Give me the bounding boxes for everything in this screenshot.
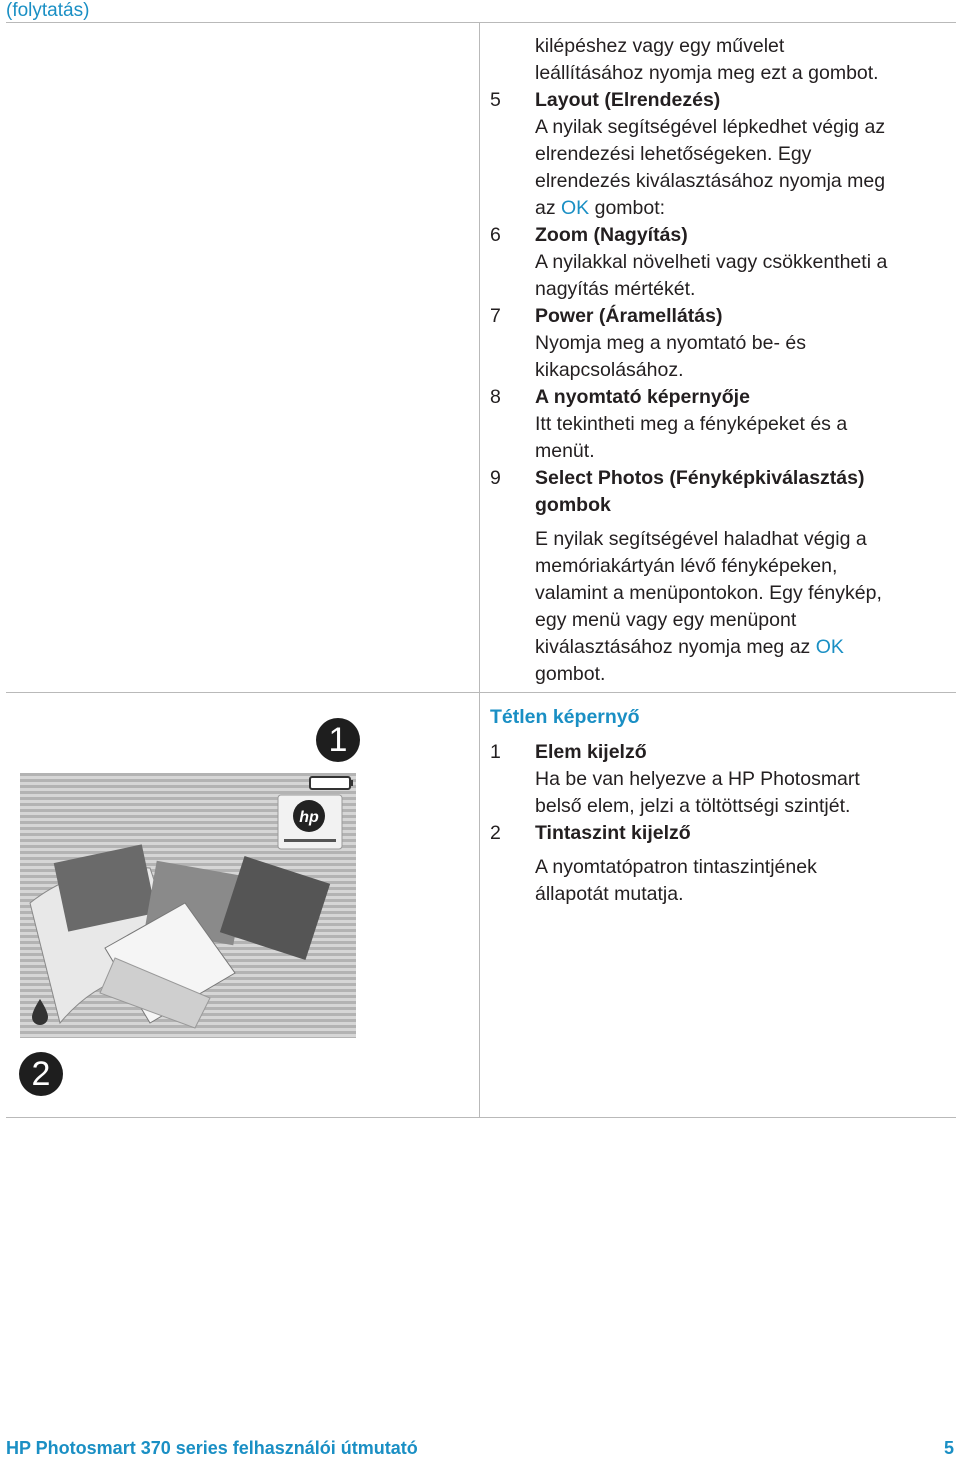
item-text: az OK gombot: xyxy=(535,197,666,219)
item-text: kiválasztásához nyomja meg az OK xyxy=(535,636,844,658)
header-rule xyxy=(6,22,956,23)
item-number: 2 xyxy=(490,822,501,844)
ok-keyword: OK xyxy=(561,197,590,219)
item-title-battery: Elem kijelző xyxy=(535,741,647,763)
column-divider xyxy=(479,22,480,1118)
ok-keyword: OK xyxy=(815,636,844,658)
item-text: egy menü vagy egy menüpont xyxy=(535,609,797,631)
item-number: 9 xyxy=(490,467,501,489)
continued-line: leállításához nyomja meg ezt a gombot. xyxy=(535,62,879,84)
item-text: állapotát mutatja. xyxy=(535,883,684,905)
item-text: gombot. xyxy=(535,663,606,685)
item-text: elrendezés kiválasztásához nyomja meg xyxy=(535,170,886,192)
item-text: Ha be van helyezve a HP Photosmart xyxy=(535,768,860,790)
item-number: 6 xyxy=(490,224,501,246)
item-text: memóriakártyán lévő fényképeken, xyxy=(535,555,838,577)
idle-screen-image xyxy=(20,773,356,1038)
item-text: Nyomja meg a nyomtató be- és xyxy=(535,332,806,354)
item-text: Itt tekintheti meg a fényképeket és a xyxy=(535,413,848,435)
item-title-zoom: Zoom (Nagyítás) xyxy=(535,224,688,246)
item-text: belső elem, jelzi a töltöttségi szintjét. xyxy=(535,795,851,817)
hp-logo-icon xyxy=(278,795,342,849)
item-text: nagyítás mértékét. xyxy=(535,278,696,300)
continued-line: kilépéshez vagy egy művelet xyxy=(535,35,785,57)
item-title-screen: A nyomtató képernyője xyxy=(535,386,750,408)
item-text: menüt. xyxy=(535,440,595,462)
idle-screen-title: Tétlen képernyő xyxy=(490,706,640,728)
row-divider xyxy=(6,692,956,693)
item-number: 1 xyxy=(490,741,501,763)
item-title-power: Power (Áramellátás) xyxy=(535,305,723,327)
page-number: 5 xyxy=(943,1438,954,1458)
item-text: valamint a menüpontokon. Egy fénykép, xyxy=(535,582,882,604)
footer-title: HP Photosmart 370 series felhasználói útmutató xyxy=(6,1438,418,1458)
callout-1: 1 xyxy=(316,718,360,762)
svg-text:hp: hp xyxy=(299,809,319,826)
item-text: kikapcsolásához. xyxy=(535,359,684,381)
battery-icon xyxy=(310,777,353,789)
item-title-select-photos-cont: gombok xyxy=(535,494,611,516)
continued-label: (folytatás) xyxy=(6,0,90,21)
item-number: 8 xyxy=(490,386,501,408)
item-title-select-photos: Select Photos (Fényképkiválasztás) xyxy=(535,467,865,489)
item-text: E nyilak segítségével haladhat végig a xyxy=(535,528,867,550)
item-number: 7 xyxy=(490,305,501,327)
item-text: A nyomtatópatron tintaszintjének xyxy=(535,856,817,878)
item-title-layout: Layout (Elrendezés) xyxy=(535,89,721,111)
item-text: A nyilakkal növelheti vagy csökkentheti a xyxy=(535,251,888,273)
item-text: elrendezési lehetőségeken. Egy xyxy=(535,143,812,165)
table-bottom-rule xyxy=(6,1117,956,1118)
item-text: A nyilak segítségével lépkedhet végig az xyxy=(535,116,886,138)
callout-2: 2 xyxy=(19,1052,63,1096)
item-number: 5 xyxy=(490,89,501,111)
item-title-ink: Tintaszint kijelző xyxy=(535,822,691,844)
